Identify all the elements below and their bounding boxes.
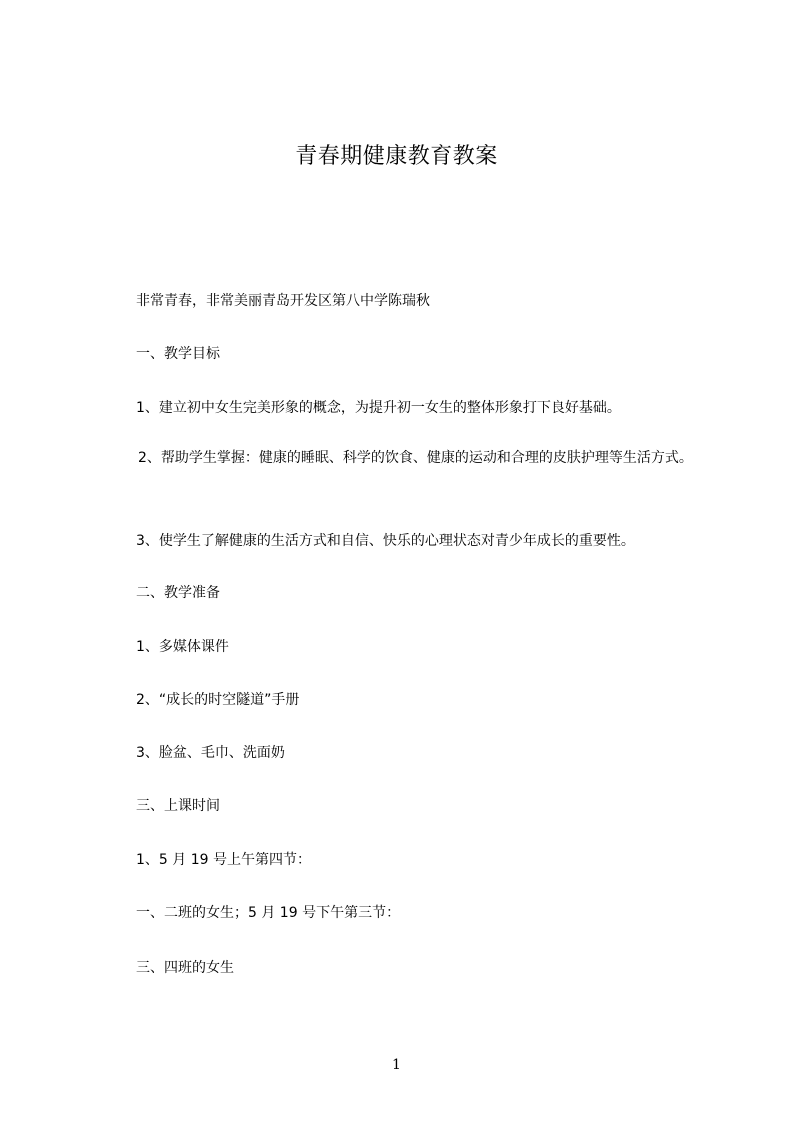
- document-title: 青春期健康教育教案: [295, 144, 498, 169]
- page-number: 1: [392, 1057, 401, 1073]
- preparation-item-1: 1、多媒体课件: [136, 639, 229, 655]
- objective-item-2: 2、帮助学生掌握：健康的睡眠、科学的饮食、健康的运动和合理的皮肤护理等生活方式。: [138, 450, 693, 466]
- section-heading-objectives: 一、教学目标: [136, 346, 220, 362]
- section-heading-preparation: 二、教学准备: [136, 585, 220, 601]
- author-line: 非常青春，非常美丽青岛开发区第八中学陈瑞秋: [136, 293, 430, 309]
- schedule-item-3: 三、四班的女生: [136, 960, 234, 976]
- schedule-item-2: 一、二班的女生；5 月 19 号下午第三节：: [136, 905, 401, 921]
- preparation-item-2: 2、“成长的时空隧道”手册: [136, 692, 300, 708]
- objective-item-1: 1、建立初中女生完美形象的概念，为提升初一女生的整体形象打下良好基础。: [136, 400, 621, 416]
- objective-item-3: 3、使学生了解健康的生活方式和自信、快乐的心理状态对青少年成长的重要性。: [136, 533, 635, 549]
- section-heading-schedule: 三、上课时间: [136, 798, 220, 814]
- schedule-item-1: 1、5 月 19 号上午第四节：: [136, 852, 311, 868]
- preparation-item-3: 3、脸盆、毛巾、洗面奶: [136, 745, 285, 761]
